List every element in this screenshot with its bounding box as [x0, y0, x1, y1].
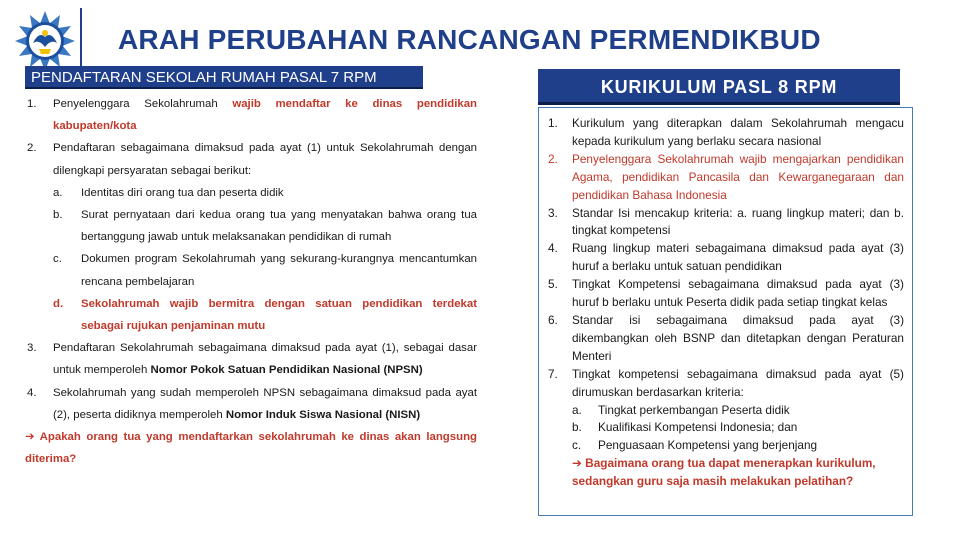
right-item-1: 1. Kurikulum yang diterapkan dalam Sekolahrumah mengacu kepada kurikulum yang berlaku secara nasional [548, 116, 904, 148]
right-item-5: 5. Tingkat Kompetensi sebagaimana dimaksud pada ayat (3) huruf b berlaku untuk Peserta didik pada setiap tingkat kelas [548, 277, 904, 310]
left-content [25, 93, 477, 470]
right-closing-question: ➔ Bagaimana orang tua dapat menerapkan kurikulum, sedangkan guru saja masih melakukan pelatihan? [572, 456, 876, 489]
left-closing-question: ➔ Apakah orang tua yang mendaftarkan sekolahrumah ke dinas akan langsung diterima? [25, 431, 477, 466]
left-subitem-a: a. Identitas diri orang tua dan peserta didik [53, 186, 284, 199]
tut-wuri-handayani-logo-icon [14, 10, 76, 72]
left-item-1: 1. Penyelenggara Sekolahrumah wajib mendaftar ke dinas pendidikan kabupaten/kota [27, 98, 477, 133]
left-section-banner: PENDAFTARAN SEKOLAH RUMAH PASAL 7 RPM [25, 66, 423, 89]
right-item-3: 3. Standar Isi mencakup kriteria: a. ruang lingkup materi; dan b. tingkat kompetensi [548, 205, 904, 238]
right-section-banner: KURIKULUM PASL 8 RPM [538, 69, 900, 105]
right-content-box [538, 107, 913, 516]
right-subitem-a: a. Tingkat perkembangan Peserta didik [572, 402, 790, 417]
right-item-4: 4. Ruang lingkup materi sebagaimana dimaksud pada ayat (3) huruf a berlaku untuk satuan pendidikan [548, 241, 904, 274]
arrow-right-icon: ➔ [572, 456, 582, 471]
right-item-7: 7. Tingkat kompetensi sebagaimana dimaksud pada ayat (5) dirumuskan berdasarkan kriteria: a. Tingkat perkembangan Peserta didik b. Kualifikasi Kompetensi Indonesia; dan c. Penguasaan Kompetensi yang berjenjang ➔ Bagaimana orang tua dapat menerapkan kurikulum, sedangkan guru saja masih melakukan pelatihan? [539, 366, 904, 491]
right-item-6: 6. Standar isi sebagaimana dimaksud pada ayat (3) dikembangkan oleh BSNP dan ditetapkan dengan Peraturan Menteri [548, 312, 904, 363]
page-title: ARAH PERUBAHAN RANCANGAN PERMENDIKBUD [118, 24, 821, 55]
arrow-right-icon: ➔ [25, 431, 35, 444]
left-subitem-d: d. Sekolahrumah wajib bermitra dengan satuan pendidikan terdekat sebagai rujukan penjaminan mutu [53, 297, 477, 333]
left-item-4: 4. Sekolahrumah yang sudah memperoleh NPSN sebagaimana dimaksud pada ayat (2), peserta didiknya memperoleh Nomor Induk Siswa Nasional (NISN) [27, 386, 477, 421]
right-item-2: 2. Penyelenggara Sekolahrumah wajib mengajarkan pendidikan Agama, pendidikan Pancasila dan Kewarganegaraan dan pendidikan Bahasa Indonesia [548, 151, 904, 202]
left-subitem-c: c. Dokumen program Sekolahrumah yang sekurang-kurangnya mencantumkan rencana pembelajaran [53, 253, 477, 288]
emphasis-text: wajib mendaftar ke dinas pendidikan kabupaten/kota [53, 98, 477, 133]
right-subitem-b: b. Kualifikasi Kompetensi Indonesia; dan [572, 420, 798, 435]
left-item-2: 2. Pendaftaran sebagaimana dimaksud pada ayat (1) untuk Sekolahrumah dengan dilengkapi persyaratan sebagai berikut: a. Identitas diri orang tua dan peserta didik b. Surat pernyataan dari kedua orang tua yang menyatakan bahwa orang tua bertanggung jawab untuk melaksanakan pendidikan di rumah c. Dokumen program Sekolahrumah yang sekurang-kurangnya mencantumkan rencana pembelajaran d. Sekolahrumah wajib bermitra dengan satuan pendidikan terdekat sebagai rujukan penjaminan mutu [25, 137, 477, 337]
right-subitem-c: c. Penguasaan Kompetensi yang berjenjang [572, 438, 818, 453]
left-item-3: 3. Pendaftaran Sekolahrumah sebagaimana dimaksud pada ayat (1), sebagai dasar untuk memperoleh Nomor Pokok Satuan Pendidikan Nasional (NPSN) [27, 342, 477, 377]
left-subitem-b: b. Surat pernyataan dari kedua orang tua yang menyatakan bahwa orang tua bertanggung jawab untuk melaksanakan pendidikan di rumah [53, 209, 477, 244]
title-divider [80, 8, 82, 66]
